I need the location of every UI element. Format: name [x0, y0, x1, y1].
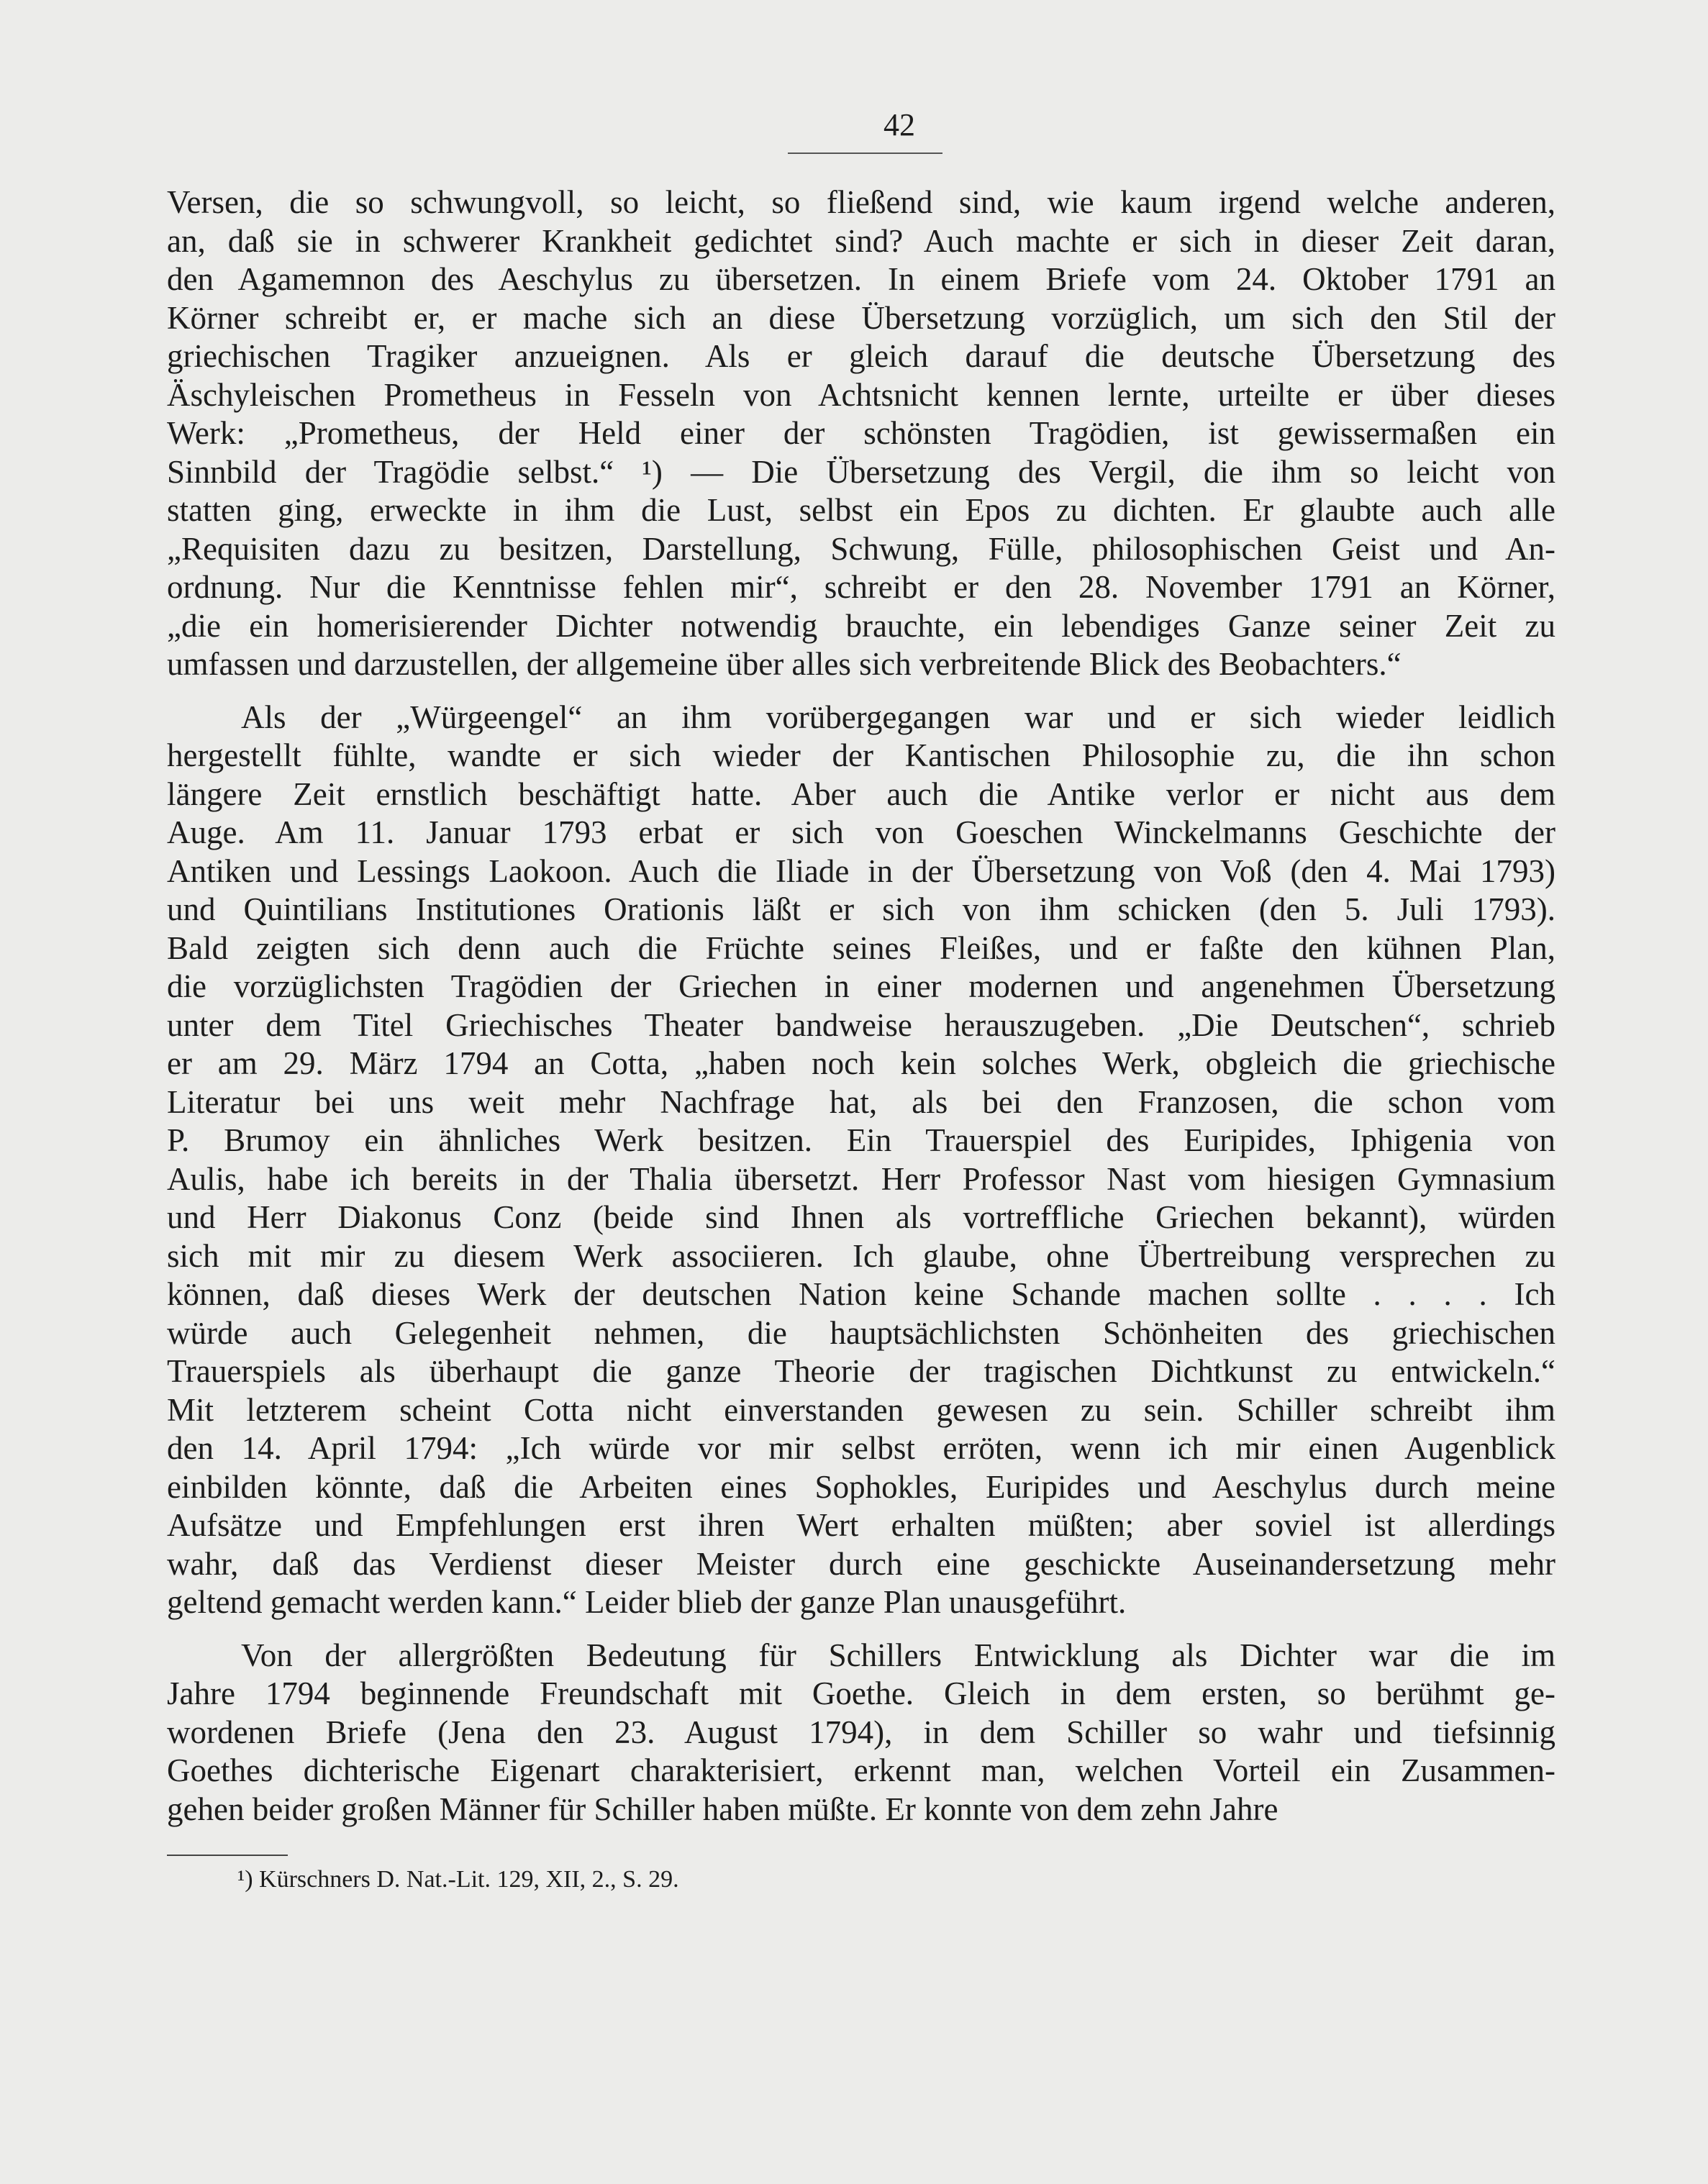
text-line: den Agamemnon des Aeschylus zu übersetzen. In einem Briefe vom 24. Oktober 1791 an [167, 261, 1555, 297]
text-line: Körner schreibt er, er mache sich an diese Übersetzung vorzüglich, um sich den Stil der [167, 299, 1555, 336]
text-line: Antiken und Lessings Laokoon. Auch die Iliade in der Übersetzung von Voß (den 4. Mai 1793) [167, 852, 1555, 889]
text-line: P. Brumoy ein ähnliches Werk besitzen. Ein Trauerspiel des Euripides, Iphigenia von [167, 1122, 1555, 1158]
text-line: Jahre 1794 beginnende Freundschaft mit Goethe. Gleich in dem ersten, so berühmt ge- [167, 1675, 1555, 1711]
text-line: Goethes dichterische Eigenart charakterisiert, erkennt man, welchen Vorteil ein Zusammen- [167, 1752, 1555, 1788]
text-line: unter dem Titel Griechisches Theater bandweise herauszugeben. „Die Deutschen“, schrieb [167, 1006, 1555, 1043]
text-line: wordenen Briefe (Jena den 23. August 1794), in dem Schiller so wahr und tiefsinnig [167, 1714, 1555, 1750]
text-line: Äschyleischen Prometheus in Fesseln von Achtsnicht kennen lernte, urteilte er über dieses [167, 376, 1555, 413]
text-line: sich mit mir zu diesem Werk associieren. Ich glaube, ohne Übertreibung versprechen zu [167, 1237, 1555, 1274]
text-line: Auge. Am 11. Januar 1793 erbat er sich von Goeschen Winckelmanns Geschichte der [167, 814, 1555, 850]
text-line: „die ein homerisierender Dichter notwendig brauchte, ein lebendiges Ganze seiner Zeit zu [167, 607, 1555, 644]
text-line: Literatur bei uns weit mehr Nachfrage hat, als bei den Franzosen, die schon vom [167, 1083, 1555, 1120]
body-text [167, 183, 1555, 1829]
paragraph [167, 699, 1555, 1622]
text-line: Aufsätze und Empfehlungen erst ihren Wert erhalten müßten; aber soviel ist allerdings [167, 1507, 1555, 1543]
text-line: Sinnbild der Tragödie selbst.“ ¹) — Die Übersetzung des Vergil, die ihm so leicht von [167, 453, 1555, 490]
text-line: den 14. April 1794: „Ich würde vor mir selbst erröten, wenn ich mir einen Augenblick [167, 1430, 1555, 1466]
text-line: gehen beider großen Männer für Schiller haben müßte. Er konnte von dem zehn Jahre [167, 1791, 1278, 1827]
text-line: griechischen Tragiker anzueignen. Als er gleich darauf die deutsche Übersetzung des [167, 338, 1555, 374]
text-line: ordnung. Nur die Kenntnisse fehlen mir“, schreibt er den 28. November 1791 an Körner, [167, 569, 1555, 605]
paragraph [167, 183, 1555, 684]
text-line: umfassen und darzustellen, der allgemeine über alles sich verbreitende Blick des Beobachters.“ [167, 646, 1402, 682]
text-line: und Herr Diakonus Conz (beide sind Ihnen als vortreffliche Griechen bekannt), würden [167, 1199, 1555, 1235]
text-line: Versen, die so schwungvoll, so leicht, so fließend sind, wie kaum irgend welche anderen, [167, 184, 1555, 220]
paragraph-gap [167, 1622, 1555, 1637]
text-line: an, daß sie in schwerer Krankheit gedichtet sind? Auch machte er sich in dieser Zeit daran, [167, 222, 1555, 259]
paragraph [167, 1637, 1555, 1829]
footnote: ¹) Kürschners D. Nat.-Lit. 129, XII, 2., S. 29. [237, 1866, 679, 1893]
text-line: Von der allergrößten Bedeutung für Schillers Entwicklung als Dichter war die im [241, 1637, 1555, 1673]
text-line: Trauerspiels als überhaupt die ganze Theorie der tragischen Dichtkunst zu entwickeln.“ [167, 1353, 1555, 1389]
text-line: Aulis, habe ich bereits in der Thalia übersetzt. Herr Professor Nast vom hiesigen Gymnasium [167, 1160, 1555, 1197]
text-line: wahr, daß das Verdienst dieser Meister durch eine geschickte Auseinandersetzung mehr [167, 1545, 1555, 1582]
text-line: Bald zeigten sich denn auch die Früchte seines Fleißes, und er faßte den kühnen Plan, [167, 929, 1555, 966]
footnote-separator [167, 1855, 288, 1856]
text-line: er am 29. März 1794 an Cotta, „haben noch kein solches Werk, obgleich die griechische [167, 1045, 1555, 1081]
text-line: und Quintilians Institutiones Orationis läßt er sich von ihm schicken (den 5. Juli 1793). [167, 891, 1555, 927]
text-line: hergestellt fühlte, wandte er sich wieder der Kantischen Philosophie zu, die ihn schon [167, 737, 1555, 773]
text-line: die vorzüglichsten Tragödien der Griechen in einer modernen und angenehmen Übersetzung [167, 968, 1555, 1004]
text-line: längere Zeit ernstlich beschäftigt hatte. Aber auch die Antike verlor er nicht aus dem [167, 775, 1555, 812]
text-line: Werk: „Prometheus, der Held einer der schönsten Tragödien, ist gewissermaßen ein [167, 415, 1555, 451]
text-line: Als der „Würgeengel“ an ihm vorübergegangen war und er sich wieder leidlich [241, 699, 1555, 735]
text-line: Mit letzterem scheint Cotta nicht einverstanden gewesen zu sein. Schiller schreibt ihm [167, 1391, 1555, 1428]
text-line: können, daß dieses Werk der deutschen Nation keine Schande machen sollte . . . . Ich [167, 1276, 1555, 1312]
text-line: einbilden könnte, daß die Arbeiten eines Sophokles, Euripides und Aeschylus durch meine [167, 1468, 1555, 1505]
text-line: geltend gemacht werden kann.“ Leider blieb der ganze Plan unausgeführt. [167, 1584, 1127, 1620]
page-number: 42 [883, 107, 915, 142]
text-line: statten ging, erweckte in ihm die Lust, selbst ein Epos zu dichten. Er glaubte auch alle [167, 492, 1555, 528]
text-line: würde auch Gelegenheit nehmen, die hauptsächlichsten Schönheiten des griechischen [167, 1314, 1555, 1351]
text-line: „Requisiten dazu zu besitzen, Darstellung, Schwung, Fülle, philosophischen Geist und An- [167, 530, 1555, 567]
page-number-rule [788, 153, 942, 154]
paragraph-gap [167, 684, 1555, 699]
